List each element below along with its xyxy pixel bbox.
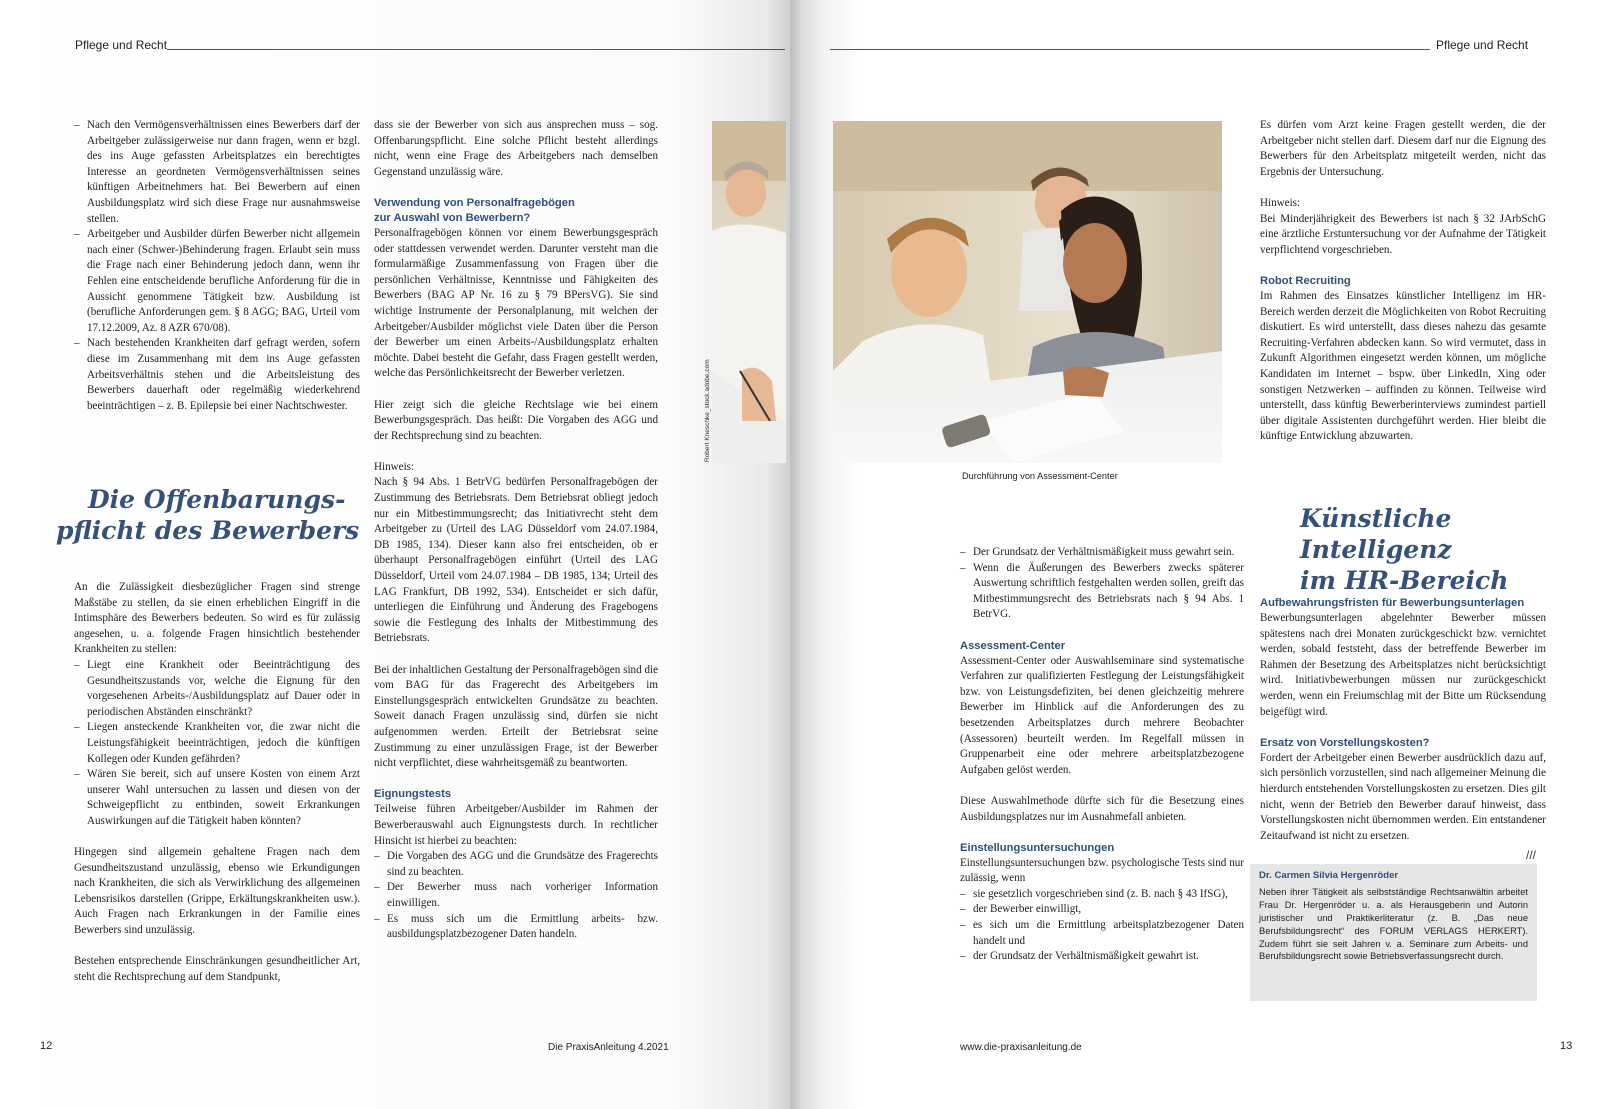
list-item: – sie gesetzlich vorgeschrieben sind (z. B. nach § 43 IfSG), xyxy=(960,887,1244,903)
eignung-list xyxy=(374,849,658,943)
column-3 xyxy=(960,545,1244,980)
paragraph: Bei der inhaltlichen Gestaltung der Personalfragebögen sind die vom BAG für das Fragerecht des Arbeitgebers im Einstellungsgespräch entwickelten Grundsätze zu beachten. Soweit danach Fragen unzulässig sind, dürfen sie nicht aufgenommen werden. Erteilt der Betriebsrat seine Zustimmung zu einer unzulässigen Frage, ist der Bewerber nicht verpflichtet, diese wahrheitsgemäß zu beantworten. xyxy=(374,663,658,770)
list-item: – es sich um die Ermittlung arbeitsplatzbezogener Daten handelt und xyxy=(960,918,1244,949)
list-item: – Wenn die Äußerungen des Bewerbers zwecks späterer Auswertung schriftlich festgehalten werden sollen, greift das Mitbestimmungsrecht des Betriebsrats nach § 94 Abs. 1 BetrVG. xyxy=(960,561,1244,623)
paragraph: Es dürfen vom Arzt keine Fragen gestellt werden, die der Arbeitgeber nicht stellen darf. Diesem darf nur die Eignung des Bewerbers für den Arbeitsplatz mitgeteilt werden, nicht das Ergebnis der Untersuchung. xyxy=(1260,119,1546,178)
list-item: – Der Grundsatz der Verhältnismäßigkeit muss gewahrt sein. xyxy=(960,545,1244,561)
paragraph: Bewerbungsunterlagen abgelehnter Bewerber müssen spätestens nach drei Monaten zurückgeschickt bzw. vernichtet werden, sobald feststeht, dass der betreffende Bewerber im Rahmen der Besetzung des Arbeitsplatzes nicht berücksichtigt wird. Initiativbewerbungen müssen nur zurückgeschickt werden, wenn ein Freiumschlag mit der Bitte um Rücksendung beigefügt wird. xyxy=(1260,612,1546,718)
author-name: Dr. Carmen Silvia Hergenröder xyxy=(1259,870,1399,881)
paragraph: Teilweise führen Arbeitgeber/Ausbilder im Rahmen der Bewerberauswahl auch Eignungstests durch. In rechtlicher Hinsicht ist hierbei zu beachten: xyxy=(374,803,658,847)
author-bio: Neben ihrer Tätigkeit als selbstständige Rechtsanwältin arbeitet Frau Dr. Hergenröder u. a. als Herausgeberin und Autorin juristischer und Praktikerliteratur (z. B. „Das neue Berufsbildungsrecht“ des FORUM VERLAGS HERKERT). Zudem führt sie seit Jahren v. a. Seminare zum Arbeits- und Berufsbildungsrecht sowie Betriebsverfassungsrecht durch. xyxy=(1259,886,1528,962)
header-rule-right xyxy=(830,49,1430,50)
column-2 xyxy=(374,118,658,958)
paragraph: An die Zulässigkeit diesbezüglicher Fragen sind strenge Maßstäbe zu stellen, da sie einen erheblichen Eingriff in die Intimsphäre des Bewerbers bedeuten. So wird es für zulässig angesehen, u. a. folgende Fragen hinsichtlich bestehender Krankheiten zu stellen: xyxy=(74,581,360,656)
list-item: – Liegt eine Krankheit oder Beeinträchtigung des Gesundheitszustands vor, welche die Eignung für den vorgesehenen Arbeits-/Ausbildungsplatz auf Dauer oder in periodischen Abständen einschränkt? xyxy=(74,658,360,720)
paragraph: Hingegen sind allgemein gehaltene Fragen nach dem Gesundheitszustand unzulässig, ebenso wie Erkundigungen nach Krankheiten, die sich als Verwirklichung des allgemeinen Lebensrisikos darstellen (Grippe, Erkältungskrankheiten usw.). Auch Fragen nach Erkrankungen in der Familie eines Bewerbers sind unzulässig. xyxy=(74,846,360,937)
column-1-lower xyxy=(74,580,360,1001)
author-box xyxy=(1250,864,1537,1001)
info-list xyxy=(74,118,360,414)
photo-assessment-center xyxy=(833,121,1222,463)
subheading-robot-recruiting: Robot Recruiting xyxy=(1260,274,1351,287)
info-list xyxy=(960,545,1244,623)
photo-credit: Robert Kneschke_stock.adobe.com xyxy=(704,359,711,462)
list-item: – Es muss sich um die Ermittlung arbeits- bzw. ausbildungsplatzbezogener Daten handeln. xyxy=(374,912,658,943)
subheading-vorstellungskosten: Ersatz von Vorstellungskosten? xyxy=(1260,736,1430,749)
article-end-mark: /// xyxy=(1526,848,1537,862)
list-item: – der Grundsatz der Verhältnismäßigkeit gewahrt ist. xyxy=(960,949,1244,965)
footer-magazine-issue: Die PraxisAnleitung 4.2021 xyxy=(548,1042,669,1053)
list-item: – Nach bestehenden Krankheiten darf gefragt werden, sofern diese im Zusammenhang mit dem ins Auge gefassten Arbeitsverhältnis stehen und die Arbeitsleistung des Bewerbers dauerhaft oder regelmäßig wiederkehrend beeinträchtigen – z. B. Epilepsie bei einer Nachtschwester. xyxy=(74,336,360,414)
subheading-aufbewahrungsfristen: Aufbewahrungsfristen für Bewerbungsunterlagen xyxy=(1260,597,1525,609)
subheading-personalfrageboegen: Verwendung von Personalfragebögen zur Auswahl von Bewerbern? xyxy=(374,196,575,224)
untersuchung-list xyxy=(960,887,1244,965)
running-header-left: Pflege und Recht xyxy=(75,38,168,52)
paragraph: Nach § 94 Abs. 1 BetrVG bedürfen Personalfragebögen der Zustimmung des Betriebsrats. Dem Betriebsrat obliegt jedoch nur ein Mitbestimmungsrecht; das Initiativrecht steht dem Arbeitgeber zu (Urteil des LAG Düsseldorf vom 24.07.1984, DB 1985, 134). Dieser kann also frei entscheiden, ob er überhaupt Personalfragebögen einführt (Urteil des LAG Düsseldorf, Urteil vom 24.07.1984 – DB 1985, 134; Urteil des LAG Frankfurt, DB 1992, 534). Entscheidet er sich dafür, unterliegen die Einführung und Änderung des Fragebogens sowie die Festlegung des Inhalts der Mitbestimmung des Betriebsrats. xyxy=(374,476,658,645)
list-item: – Der Bewerber muss nach vorheriger Information einwilligen. xyxy=(374,880,658,911)
page-number-left: 12 xyxy=(40,1040,53,1052)
subheading-einstellungsuntersuchungen: Einstellungsuntersuchungen xyxy=(960,841,1115,854)
classroom-photo-left xyxy=(712,121,786,463)
paragraph: Bestehen entsprechende Einschränkungen gesundheitlicher Art, steht die Rechtsprechung auf dem Standpunkt, xyxy=(74,955,360,983)
list-item: – Die Vorgaben des AGG und die Grundsätze des Fragerechts sind zu beachten. xyxy=(374,849,658,880)
column-1 xyxy=(74,118,360,430)
paragraph: Assessment-Center oder Auswahlseminare sind systematische Verfahren zur qualifizierten Festlegung der Leistungsfähigkeit bzw. von Leistungsdefiziten, bei denen gleichzeitig mehrere Bewerber im Hinblick auf die Anforderungen des zu besetzenden Arbeitsplatzes durch mehrere Beobachter (Assessoren) beurteilt werden. Im Regelfall müssen in Gruppenarbeit eine oder mehrere arbeitsplatzbezogene Aufgaben gelöst werden. xyxy=(960,654,1244,776)
subheading-eignungstests: Eignungstests xyxy=(374,788,452,801)
list-item: – Wären Sie bereit, sich auf unsere Kosten von einem Arzt unserer Wahl untersuchen zu lassen und diesen von der Schweigepflicht zu entbinden, soweit Erkrankungen Auswirkungen auf die Tätigkeit haben könnten? xyxy=(74,767,360,829)
question-list xyxy=(74,658,360,830)
paragraph: Diese Auswahlmethode dürfte sich für die Besetzung eines Ausbildungsplatzes nur im Ausnahmefall anbieten. xyxy=(960,794,1244,823)
section-heading-offenbarungspflicht: Die Offenbarungs- pflicht des Bewerbers xyxy=(56,485,360,545)
list-item: – Nach den Vermögensverhältnissen eines Bewerbers darf der Arbeitgeber zulässigerweise nur dann fragen, wenn er bzgl. des ins Auge gefassten Arbeitsplatzes ein berechtigtes Interesse an geordneten Vermögensverhältnissen seines künftigen Arbeitnehmers hat. Bei Bewerbern auf einen Ausbildungsplatz wird sich diese Frage nur ausnahmsweise stellen. xyxy=(74,118,360,227)
subheading-assessment-center: Assessment-Center xyxy=(960,639,1066,652)
paragraph: Personalfragebögen können vor einem Bewerbungsgespräch oder stattdessen verwendet werden. Darunter versteht man die formularmäßige Zusammenfassung von Fragen über die persönlichen Verhältnisse, Kenntnisse und Fähigkeiten des Bewerbers (BAG AP Nr. 16 zu § 79 BPersVG). Sie sind wichtige Instrumente der Personalplanung, mit welchen der Arbeitgeber/Ausbilder möglichst viele Daten über die Person der Bewerber um einen Arbeits-/Ausbildungsplatz erhalten möchte. Dabei besteht die Gefahr, dass Fragen gestellt werden, welche das Persönlichkeitsrecht der Bewerber verletzen. xyxy=(374,226,658,380)
column-4-lower xyxy=(1260,596,1546,844)
list-item: – der Bewerber einwilligt, xyxy=(960,902,1244,918)
paragraph: Einstellungsuntersuchungen bzw. psychologische Tests sind nur zulässig, wenn xyxy=(960,856,1244,885)
hinweis-label: Hinweis: xyxy=(1260,196,1301,209)
header-rule-left xyxy=(167,49,785,50)
hinweis-label: Hinweis: xyxy=(374,460,415,473)
page-number-right: 13 xyxy=(1560,1040,1573,1052)
list-item: – Liegen ansteckende Krankheiten vor, die zwar nicht die Leistungsfähigkeit beeinträchtigen, jedoch die künftigen Kollegen oder Kunden gefährden? xyxy=(74,720,360,767)
section-heading-kuenstliche-intelligenz: Künstliche Intelligenz im HR-Bereich xyxy=(1300,504,1509,595)
photo-fragment-left xyxy=(712,121,786,463)
footer-website: www.die-praxisanleitung.de xyxy=(960,1042,1082,1053)
classroom-photo xyxy=(833,121,1222,463)
paragraph: Bei Minderjährigkeit des Bewerbers ist nach § 32 JArbSchG eine ärztliche Erstuntersuchung vor der Aufnahme der Tätigkeit verpflichtend vorgeschrieben. xyxy=(1260,212,1546,256)
paragraph: dass sie der Bewerber von sich aus ansprechen muss – sog. Offenbarungspflicht. Eine solche Pflicht besteht allerdings nicht, wenn eine Frage des Arbeitgebers nach demselben Gegenstand unzulässig wäre. xyxy=(374,119,658,178)
photo-caption: Durchführung von Assessment-Center xyxy=(962,471,1118,481)
list-item: – Arbeitgeber und Ausbilder dürfen Bewerber nicht allgemein nach einer (Schwer-)Behinderung fragen. Erlaubt sein muss die Frage nach einer Behinderung jedoch dann, wenn ihr Fehlen eine entscheidende berufliche Anforderung für die in Aussicht genommene Tätigkeit bzw. Ausbildung ist (berufliche Anforderungen gem. § 8 AGG; BAG, Urteil vom 17.12.2009, Az. 8 AZR 670/08). xyxy=(74,227,360,336)
paragraph: Fordert der Arbeitgeber einen Bewerber ausdrücklich dazu auf, sich persönlich vorzustellen, sind nach allgemeiner Meinung die hierdurch entstehenden Vorstellungskosten zu ersetzen. Dies gilt nicht, wenn der Betrieb den Bewerber darauf hinweist, dass Vorstellungskosten nicht übernommen werden. Ein entstandener Zeitaufwand ist nicht zu ersetzen. xyxy=(1260,751,1546,842)
paragraph: Im Rahmen des Einsatzes künstlicher Intelligenz im HR-Bereich werden derzeit die Möglichkeiten von Robot Recruiting diskutiert. Es wird unterstellt, dass dieses nahezu das gesamte Recruiting-Verfahren abdecken kann. So wird vermutet, dass in Zukunft Algorithmen eingesetzt werden können, um mögliche Kandidaten im Internet – bspw. über LinkedIn, Xing oder sonstigen Netzwerken – auffinden zu können. Teilweise wird unterstellt, dass künftig Bewerberinterviews zumindest partiell über digitale Assistenten durchgeführt werden. Hier bleibt die künftige Entwicklung abzuwarten. xyxy=(1260,289,1546,443)
running-header-right: Pflege und Recht xyxy=(1436,38,1529,52)
column-4 xyxy=(1260,118,1546,460)
paragraph: Hier zeigt sich die gleiche Rechtslage wie bei einem Bewerbungsgespräch. Das heißt: Die Vorgaben des AGG und der Rechtsprechung sind zu beachten. xyxy=(374,398,658,442)
